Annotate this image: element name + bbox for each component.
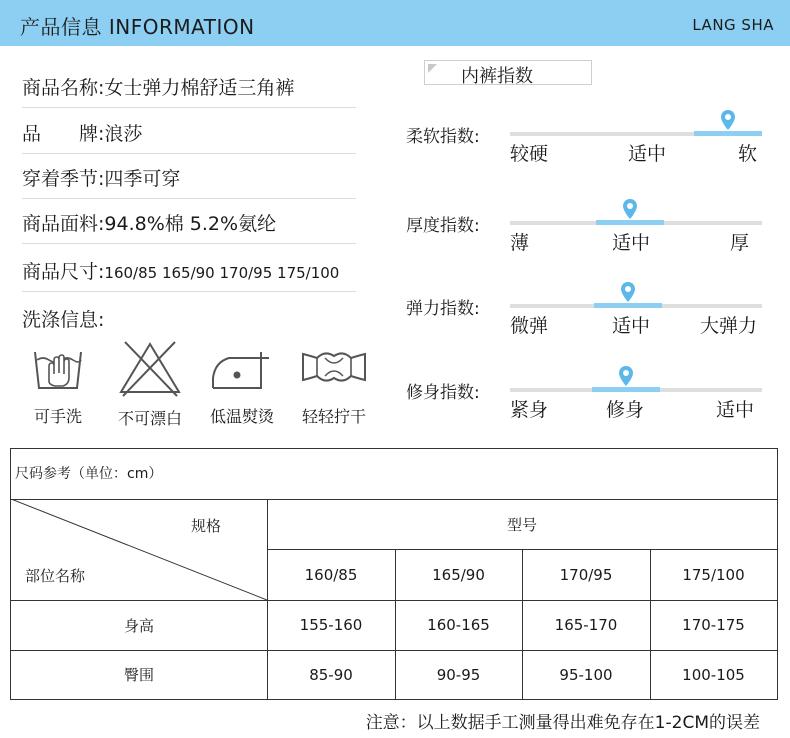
index-fill [594, 303, 662, 308]
group-header: 型号 [506, 515, 537, 534]
column-header: 175/100 [682, 565, 745, 584]
location-pin-icon [620, 281, 636, 303]
index-option: 适中 [716, 399, 755, 421]
column-header: 170/95 [559, 565, 613, 584]
low-iron-icon [209, 338, 275, 396]
wash-item-bleach [110, 338, 190, 429]
table-cell: 160-165 [427, 616, 490, 634]
index-option: 适中 [612, 232, 651, 254]
hand-wash-icon [29, 338, 87, 396]
location-pin-icon [618, 365, 634, 387]
location-pin-icon [622, 198, 638, 220]
wring-icon [299, 338, 369, 396]
info-row-name [22, 68, 356, 108]
info-value: 女士弹力棉舒适三角裤 [104, 77, 295, 99]
wash-caption: 轻轻拧干 [301, 407, 366, 426]
wash-title: 洗涤信息: [22, 309, 105, 331]
table-cell: 100-105 [682, 665, 745, 684]
info-value: 四季可穿 [104, 168, 181, 190]
header-title: 产品信息 INFORMATION [20, 15, 255, 39]
header-brand: LANG SHA [692, 16, 774, 34]
info-row-fabric [22, 204, 356, 244]
info-row-brand [22, 114, 356, 154]
index-row-softness [406, 112, 766, 172]
table-cell: 95-100 [559, 665, 613, 684]
index-option: 微弹 [510, 315, 549, 337]
column-header: 160/85 [304, 565, 358, 584]
corner-mark-icon [428, 64, 437, 73]
info-value: 浪莎 [104, 123, 143, 145]
measurement-note: 注意：以上数据手工测量得出难免存在1-2CM的误差 [365, 713, 760, 733]
index-label: 柔软指数: [406, 127, 480, 147]
wash-item-wring [294, 338, 374, 427]
index-option: 较硬 [510, 143, 549, 165]
info-value: 160/85 165/90 170/95 175/100 [104, 264, 340, 282]
info-row-season [22, 159, 356, 199]
index-title-box [424, 60, 592, 85]
table-cell: 165-170 [554, 616, 618, 634]
size-table [10, 448, 778, 700]
index-label: 弹力指数: [406, 299, 480, 319]
corner-top-label: 规格 [190, 516, 221, 535]
index-option: 修身 [606, 399, 645, 421]
index-fill [596, 220, 664, 225]
corner-bottom-label: 部位名称 [25, 566, 86, 585]
index-option: 大弹力 [700, 315, 758, 337]
table-caption: 尺码参考（单位：cm） [15, 466, 163, 482]
index-row-elasticity [406, 284, 766, 344]
wash-caption: 可手洗 [33, 407, 82, 426]
table-cell: 85-90 [309, 665, 353, 684]
info-value: 94.8%棉 5.2%氨纶 [104, 213, 277, 235]
table-cell: 90-95 [436, 665, 481, 684]
index-fill [592, 387, 660, 392]
info-row-size [22, 252, 356, 292]
index-option: 软 [738, 143, 758, 165]
index-option: 厚 [730, 232, 750, 254]
info-label: 商品面料: [22, 213, 105, 235]
index-title: 内裤指数 [461, 66, 533, 87]
info-label: 品 牌: [22, 123, 105, 145]
index-option: 适中 [612, 315, 651, 337]
info-label: 商品尺寸: [22, 261, 105, 283]
no-bleach-icon [115, 338, 185, 398]
info-label: 穿着季节: [22, 168, 105, 190]
index-fill [694, 131, 762, 136]
index-label: 厚度指数: [406, 216, 480, 236]
header-bar [0, 0, 790, 46]
wash-item-hand [18, 338, 98, 427]
index-option: 紧身 [510, 399, 549, 421]
wash-caption: 不可漂白 [117, 409, 182, 428]
index-label: 修身指数: [406, 383, 480, 403]
wash-caption: 低温熨烫 [209, 407, 274, 426]
row-name: 臀围 [123, 666, 154, 684]
index-row-fit [406, 368, 766, 428]
wash-item-iron [202, 338, 282, 427]
table-cell: 155-160 [299, 616, 363, 634]
location-pin-icon [720, 109, 736, 131]
index-row-thickness [406, 201, 766, 261]
info-label: 商品名称: [22, 77, 105, 99]
table-cell: 170-175 [682, 616, 745, 634]
index-option: 薄 [510, 232, 530, 254]
column-header: 165/90 [432, 565, 485, 584]
row-name: 身高 [123, 616, 154, 635]
index-option: 适中 [628, 143, 667, 165]
